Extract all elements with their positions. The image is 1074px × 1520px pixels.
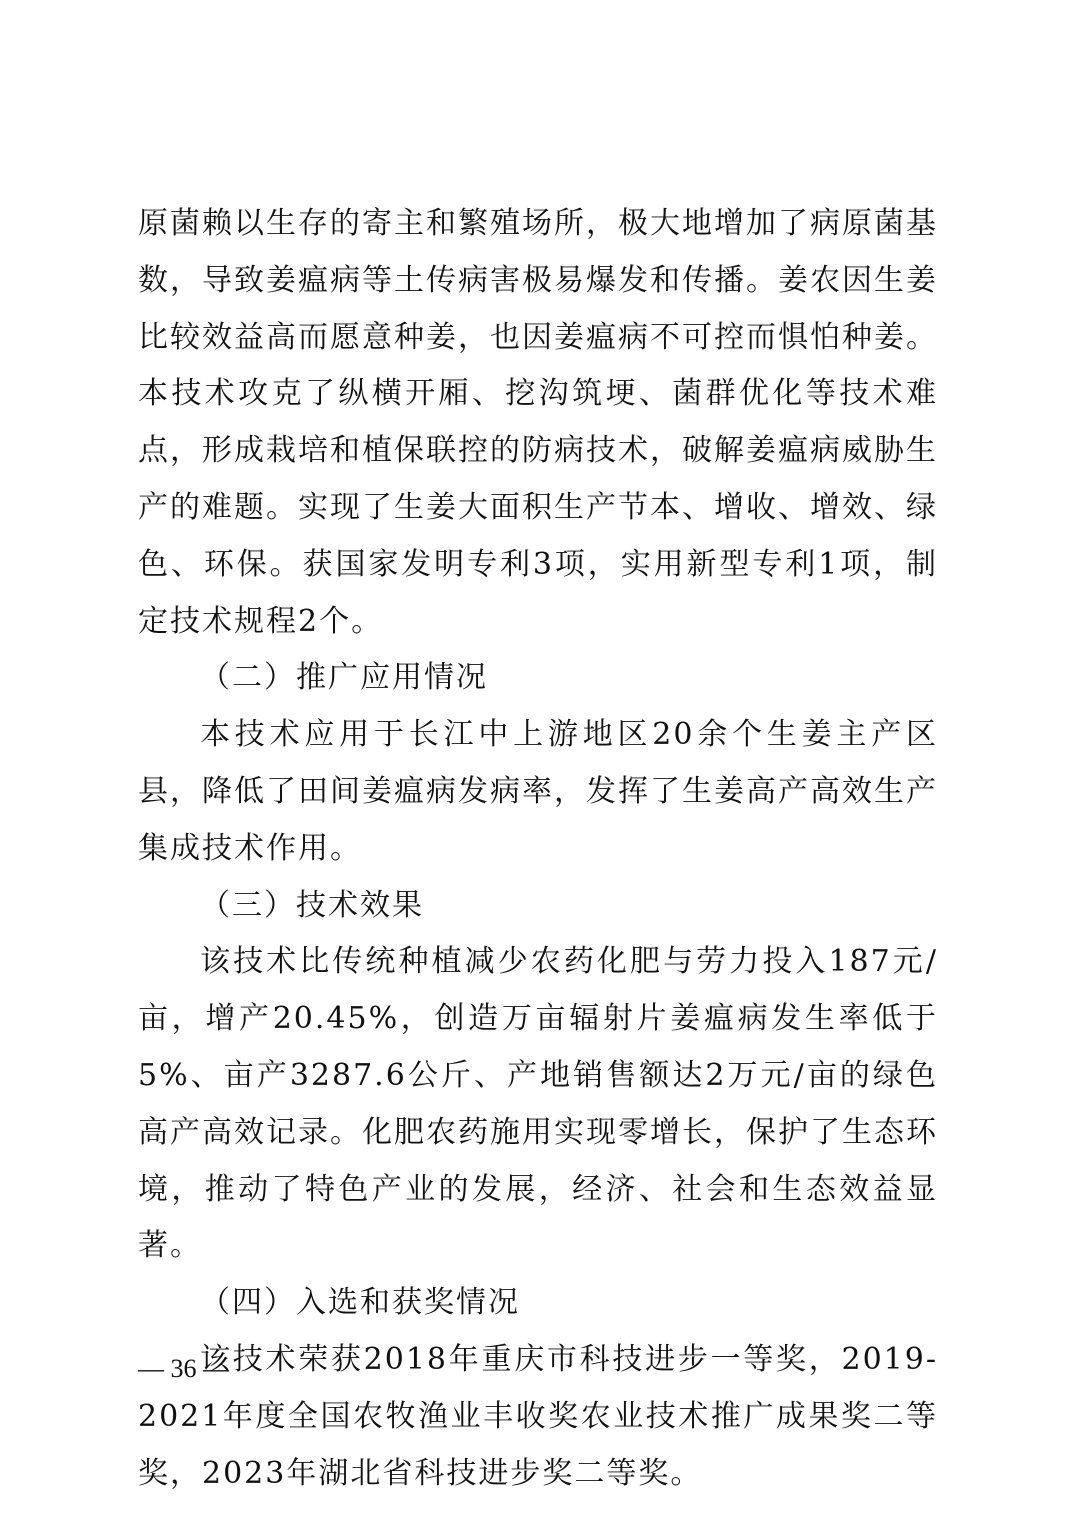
paragraph-promotion: 本技术应用于长江中上游地区20余个生姜主产区县，降低了田间姜瘟病发病率，发挥了生姜高产高效生产集成技术作用。 [138,717,938,866]
paragraph-continuation: 原菌赖以生存的寄主和繁殖场所，极大地增加了病原菌基数，导致姜瘟病等土传病害极易爆发和传播。姜农因生姜比较效益高而愿意种姜，也因姜瘟病不可控而惧怕种姜。本技术攻克了纵横开厢、挖沟筑埂、菌群优化等技术难点，形成栽培和植保联控的防病技术，破解姜瘟病威胁生产的难题。实现了生姜大面积生产节本、增收、增效、绿色、环保。获国家发明专利3项，实用新型专利1项，制定技术规程2个。 [138,206,938,639]
page-number: — 36 — [138,1354,229,1383]
section-heading-effect: （三）技术效果 [200,887,424,923]
paragraph-awards: 该技术荣获2018年重庆市科技进步一等奖，2019-2021年度全国农牧渔业丰收奖农业技术推广成果奖二等奖，2023年湖北省科技进步奖二等奖。 [138,1341,938,1491]
section-heading-promotion: （二）推广应用情况 [200,660,488,696]
paragraph-effect: 该技术比传统种植减少农药化肥与劳力投入187元/亩，增产20.45%，创造万亩辐射片姜瘟病发生率低于5%、亩产3287.6公斤、产地销售额达2万元/亩的绿色高产高效记录。化肥农药施用实现零增长，保护了生态环境，推动了特色产业的发展，经济、社会和生态效益显著。 [138,944,938,1264]
section-heading-awards: （四）入选和获奖情况 [200,1285,520,1321]
document-body [138,196,938,1502]
